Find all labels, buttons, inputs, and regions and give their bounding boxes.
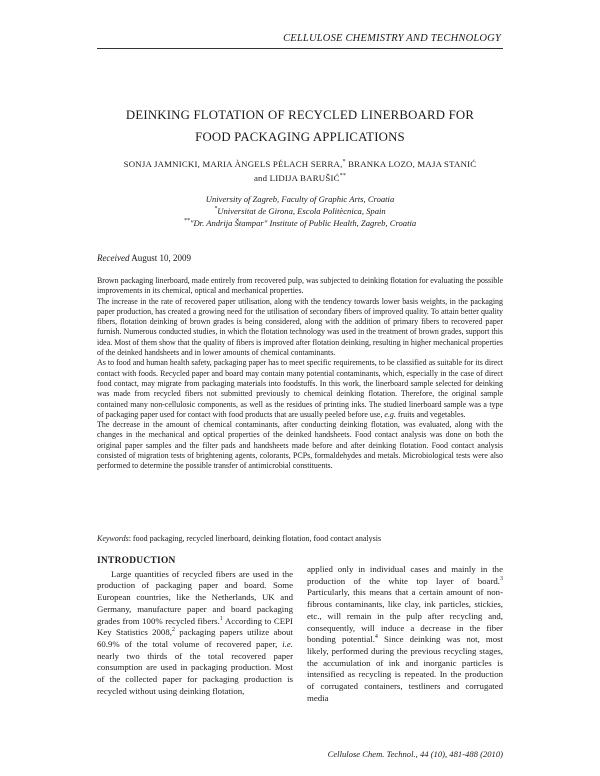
affiliation-1: University of Zagreb, Faculty of Graphic Arts, Croatia (205, 194, 395, 204)
body-column-left (97, 556, 293, 697)
keywords: Keywords: food packaging, recycled linerboard, deinking flotation, food contact analysis (97, 534, 382, 543)
author-list (97, 157, 503, 185)
section-heading-introduction: INTRODUCTION (97, 556, 176, 566)
received-date: Received August 10, 2009 (97, 253, 191, 263)
body-column-right (307, 564, 503, 704)
authors-line-2: and LIDIJA BARUŠIĆ** (253, 173, 347, 183)
title-line-1: DEINKING FLOTATION OF RECYCLED LINERBOARD FOR (125, 108, 475, 122)
abstract-paragraph: The increase in the rate of recovered paper utilisation, along with the tendency towards lower basis weights, in the packaging paper production, has created a growing need for the utilisation of secondary fibers of improved quality. To attain better quality fibers, flotation deinking of brown grades is being considered, along with the addition of primary fibers to recovered paper furnish. Numerous conducted studies, in which the flotation technology was used in the treatment of brown grades, support this idea. Most of them show that the quality of fibers is improved after flotation deinking, resulting in higher mechanical properties of the deinked handsheets and in lower amounts of chemical contaminants. (97, 296, 503, 358)
title-line-2: FOOD PACKAGING APPLICATIONS (195, 130, 405, 144)
body-paragraph: applied only in individual cases and mainly in the production of the white top layer of board.$^3$ Particularly, this means that a certain amount of non-fibrous contaminants, like clay, ink particles, stickies, etc., will remain in the pulp after recycling and, consequently, will induce a decrease in the fiber bonding potential.$^4$ Since deinking was not, most likely, performed during the previous recycling stages, the accumulation of ink and inorganic particles is intensified as recycling is repeated. In the production of corrugated containers, testliners and corrugated media (307, 564, 503, 703)
journal-name: CELLULOSE CHEMISTRY AND TECHNOLOGY (283, 33, 501, 44)
abstract-paragraph: The decrease in the amount of chemical contaminants, after conducting deinking flotation, was evaluated, along with the changes in the mechanical and optical properties of the deinked handsheets. Food contact analysis was done on both the original paper samples and the filter pads and handsheets made before and after deinking flotation. Food contact analysis consisted of migration tests of brightening agents, colorants, PCPs, formaldehydes and metals. Microbiological tests were also performed to determine the possible transfer of antimicrobial constituents. (97, 420, 503, 471)
affiliations (97, 193, 503, 229)
abstract-paragraph: Brown packaging linerboard, made entirely from recovered pulp, was subjected to deinking flotation for evaluating the possible improvements in its chemical, optical and mechanical properties. (97, 276, 504, 296)
header-rule (97, 48, 503, 49)
citation-footer: Cellulose Chem. Technol., 44 (10), 481-488 (2010) (324, 749, 503, 759)
abstract (97, 276, 503, 472)
abstract-paragraph: As to food and human health safety, packaging paper has to meet specific requirements, to be classified as suitable for its direct contact with foods. Recycled paper and board may contain many potential contaminants, which, especially in the case of direct food contact, may migrate from packaging materials into foodstuffs. In this work, the linerboard sample selected for deinking was made from recycled fibers not submitted previously to chemical deinking flotation. Therefore, the original sample contained many non-cellulosic components, as well as the residues of printing inks. The studied linerboard sample was a type of packaging paper used for contact with food products that are usually peeled before use, e.g. fruits and vegetables. (97, 358, 503, 419)
authors-line-1: SONJA JAMNICKI, MARIA ÀNGELS PÉLACH SERRA,* BRANKA LOZO, MAJA STANIĆ (123, 159, 477, 169)
affiliation-2: *Universitat de Girona, Escola Politècnica, Spain (214, 206, 386, 216)
body-paragraph: Large quantities of recycled fibers are used in the production of packaging paper and board. Some European countries, like the Netherlands, UK and Germany, manufacture paper and board packaging grades from 100% recycled fibers.$^1$ According to CEPI Key Statistics 2008,$^2$ packaging papers utilize about 60.9% of the total volume of recovered paper, i.e. nearly two thirds of the total recovered paper consumption are used in packaging production. Most of the collected paper for packaging production is recycled without using deinking flotation, (97, 568, 293, 696)
article-title (97, 104, 503, 148)
affiliation-3: **"Dr. Andrija Štampar" Institute of Public Health, Zagreb, Croatia (183, 218, 417, 228)
